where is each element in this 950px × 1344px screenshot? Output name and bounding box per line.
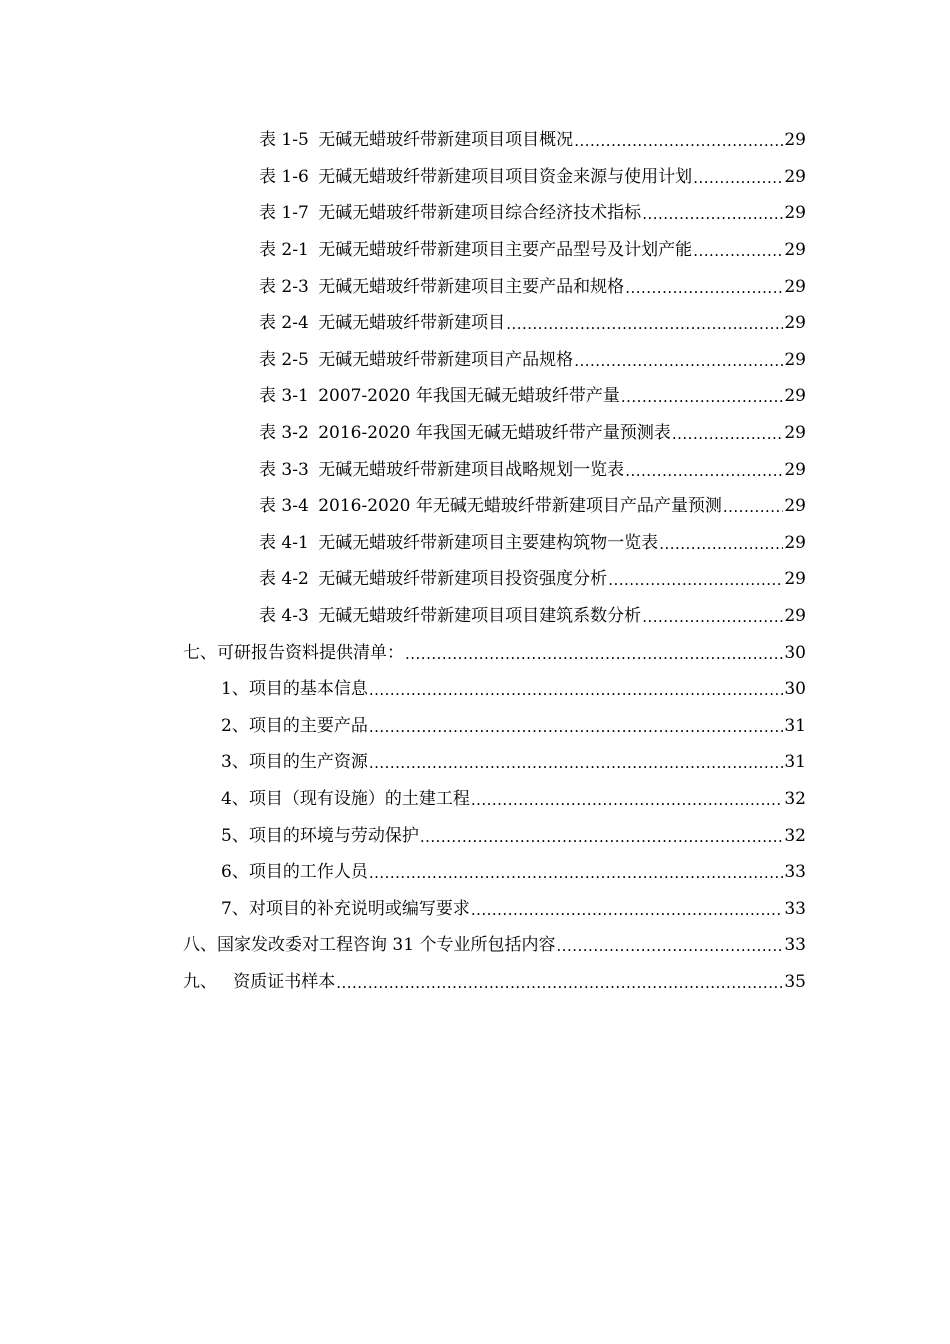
dot-leader (369, 717, 784, 737)
toc-page-number: 31 (784, 752, 806, 773)
toc-entry-item-3[interactable] (0, 744, 806, 781)
toc-table-label: 表 2-4 (259, 313, 309, 334)
toc-entry-table-3-3[interactable] (0, 451, 806, 488)
toc-table-label: 表 4-3 (259, 606, 309, 627)
toc-page-number: 29 (784, 130, 806, 151)
toc-item-title: 4、项目（现有设施）的土建工程 (221, 788, 470, 809)
toc-table-label: 表 3-2 (259, 423, 309, 444)
toc-page-number: 33 (784, 898, 806, 919)
table-of-contents (0, 122, 950, 1000)
dot-leader (556, 936, 783, 956)
toc-page-number: 29 (784, 166, 806, 187)
toc-page-number: 30 (784, 642, 806, 663)
dot-leader (642, 607, 783, 627)
toc-table-title: 无碱无蜡玻纤带新建项目战略规划一览表 (318, 459, 625, 480)
toc-entry-section-7[interactable] (0, 634, 806, 671)
toc-item-title: 2、项目的主要产品 (221, 715, 368, 736)
toc-page-number: 29 (784, 349, 806, 370)
toc-table-label: 表 1-6 (259, 166, 309, 187)
dot-leader (369, 680, 784, 700)
toc-table-label: 表 3-4 (259, 496, 309, 517)
toc-table-title: 无碱无蜡玻纤带新建项目投资强度分析 (318, 569, 608, 590)
toc-section-title: 九、 资质证书样本 (183, 971, 336, 992)
toc-entry-item-4[interactable] (0, 781, 806, 818)
toc-entry-table-2-3[interactable] (0, 268, 806, 305)
toc-section-title: 八、国家发改委对工程咨询 31 个专业所包括内容 (183, 935, 556, 956)
toc-page-number: 33 (784, 935, 806, 956)
toc-entry-table-3-1[interactable] (0, 378, 806, 415)
dot-leader (574, 351, 783, 371)
toc-table-label: 表 4-1 (259, 532, 309, 553)
dot-leader (506, 314, 783, 334)
toc-page-number: 30 (784, 679, 806, 700)
toc-entry-item-1[interactable] (0, 671, 806, 708)
toc-item-title: 1、项目的基本信息 (221, 679, 368, 700)
dot-leader (420, 827, 784, 847)
toc-page-number: 29 (784, 423, 806, 444)
toc-table-title: 无碱无蜡玻纤带新建项目项目概况 (318, 130, 574, 151)
toc-table-title: 无碱无蜡玻纤带新建项目产品规格 (318, 349, 574, 370)
toc-table-title: 2016-2020 年我国无碱无蜡玻纤带产量预测表 (318, 423, 671, 444)
dot-leader (693, 241, 783, 261)
toc-item-title: 3、项目的生产资源 (221, 752, 368, 773)
toc-entry-table-4-3[interactable] (0, 598, 806, 635)
toc-page-number: 32 (784, 788, 806, 809)
dot-leader (369, 753, 784, 773)
toc-table-title: 无碱无蜡玻纤带新建项目主要建构筑物一览表 (318, 532, 659, 553)
toc-table-label: 表 2-1 (259, 240, 309, 261)
toc-entry-item-2[interactable] (0, 708, 806, 745)
toc-entry-section-9[interactable] (0, 964, 806, 1001)
dot-leader (642, 204, 783, 224)
toc-table-label: 表 1-7 (259, 203, 309, 224)
toc-page-number: 29 (784, 276, 806, 297)
toc-page-number: 29 (784, 532, 806, 553)
toc-entry-table-4-1[interactable] (0, 525, 806, 562)
dot-leader (659, 534, 783, 554)
toc-item-title: 6、项目的工作人员 (221, 862, 368, 883)
toc-entry-table-3-4[interactable] (0, 488, 806, 525)
toc-page-number: 32 (784, 825, 806, 846)
toc-entry-table-1-5[interactable] (0, 122, 806, 159)
toc-table-label: 表 2-5 (259, 349, 309, 370)
toc-table-title: 无碱无蜡玻纤带新建项目主要产品和规格 (318, 276, 625, 297)
toc-entry-table-1-6[interactable] (0, 159, 806, 196)
toc-entry-table-2-5[interactable] (0, 342, 806, 379)
toc-entry-table-2-1[interactable] (0, 232, 806, 269)
toc-table-title: 无碱无蜡玻纤带新建项目 (318, 313, 506, 334)
toc-item-title: 5、项目的环境与劳动保护 (221, 825, 419, 846)
dot-leader (574, 131, 783, 151)
toc-table-label: 表 3-3 (259, 459, 309, 480)
toc-item-title: 7、对项目的补充说明或编写要求 (221, 898, 470, 919)
toc-page-number: 35 (784, 971, 806, 992)
toc-section-title: 七、可研报告资料提供清单： (183, 642, 404, 663)
dot-leader (625, 461, 783, 481)
dot-leader (693, 168, 783, 188)
toc-entry-item-7[interactable] (0, 890, 806, 927)
toc-page-number: 29 (784, 569, 806, 590)
dot-leader (336, 973, 783, 993)
dot-leader (405, 644, 783, 664)
toc-table-title: 无碱无蜡玻纤带新建项目项目资金来源与使用计划 (318, 166, 693, 187)
toc-entry-table-4-2[interactable] (0, 561, 806, 598)
toc-table-title: 无碱无蜡玻纤带新建项目项目建筑系数分析 (318, 606, 642, 627)
toc-page-number: 29 (784, 203, 806, 224)
toc-table-title: 无碱无蜡玻纤带新建项目主要产品型号及计划产能 (318, 240, 693, 261)
toc-page-number: 29 (784, 459, 806, 480)
toc-table-label: 表 4-2 (259, 569, 309, 590)
toc-table-label: 表 2-3 (259, 276, 309, 297)
toc-page-number: 29 (784, 606, 806, 627)
dot-leader (672, 424, 783, 444)
toc-entry-item-6[interactable] (0, 854, 806, 891)
toc-table-label: 表 1-5 (259, 130, 309, 151)
toc-entry-item-5[interactable] (0, 817, 806, 854)
toc-table-title: 2007-2020 年我国无碱无蜡玻纤带产量 (318, 386, 620, 407)
toc-entry-table-3-2[interactable] (0, 415, 806, 452)
toc-table-label: 表 3-1 (259, 386, 309, 407)
toc-page-number: 29 (784, 386, 806, 407)
toc-entry-section-8[interactable] (0, 927, 806, 964)
dot-leader (608, 570, 783, 590)
toc-page-number: 29 (784, 240, 806, 261)
toc-page-number: 29 (784, 496, 806, 517)
dot-leader (369, 863, 784, 883)
dot-leader (723, 497, 783, 517)
toc-entry-table-2-4[interactable] (0, 305, 806, 342)
toc-table-title: 无碱无蜡玻纤带新建项目综合经济技术指标 (318, 203, 642, 224)
dot-leader (621, 387, 783, 407)
toc-entry-table-1-7[interactable] (0, 195, 806, 232)
toc-page-number: 29 (784, 313, 806, 334)
toc-page-number: 33 (784, 862, 806, 883)
dot-leader (471, 900, 784, 920)
dot-leader (625, 278, 783, 298)
dot-leader (471, 790, 784, 810)
toc-table-title: 2016-2020 年无碱无蜡玻纤带新建项目产品产量预测 (318, 496, 722, 517)
toc-page-number: 31 (784, 715, 806, 736)
